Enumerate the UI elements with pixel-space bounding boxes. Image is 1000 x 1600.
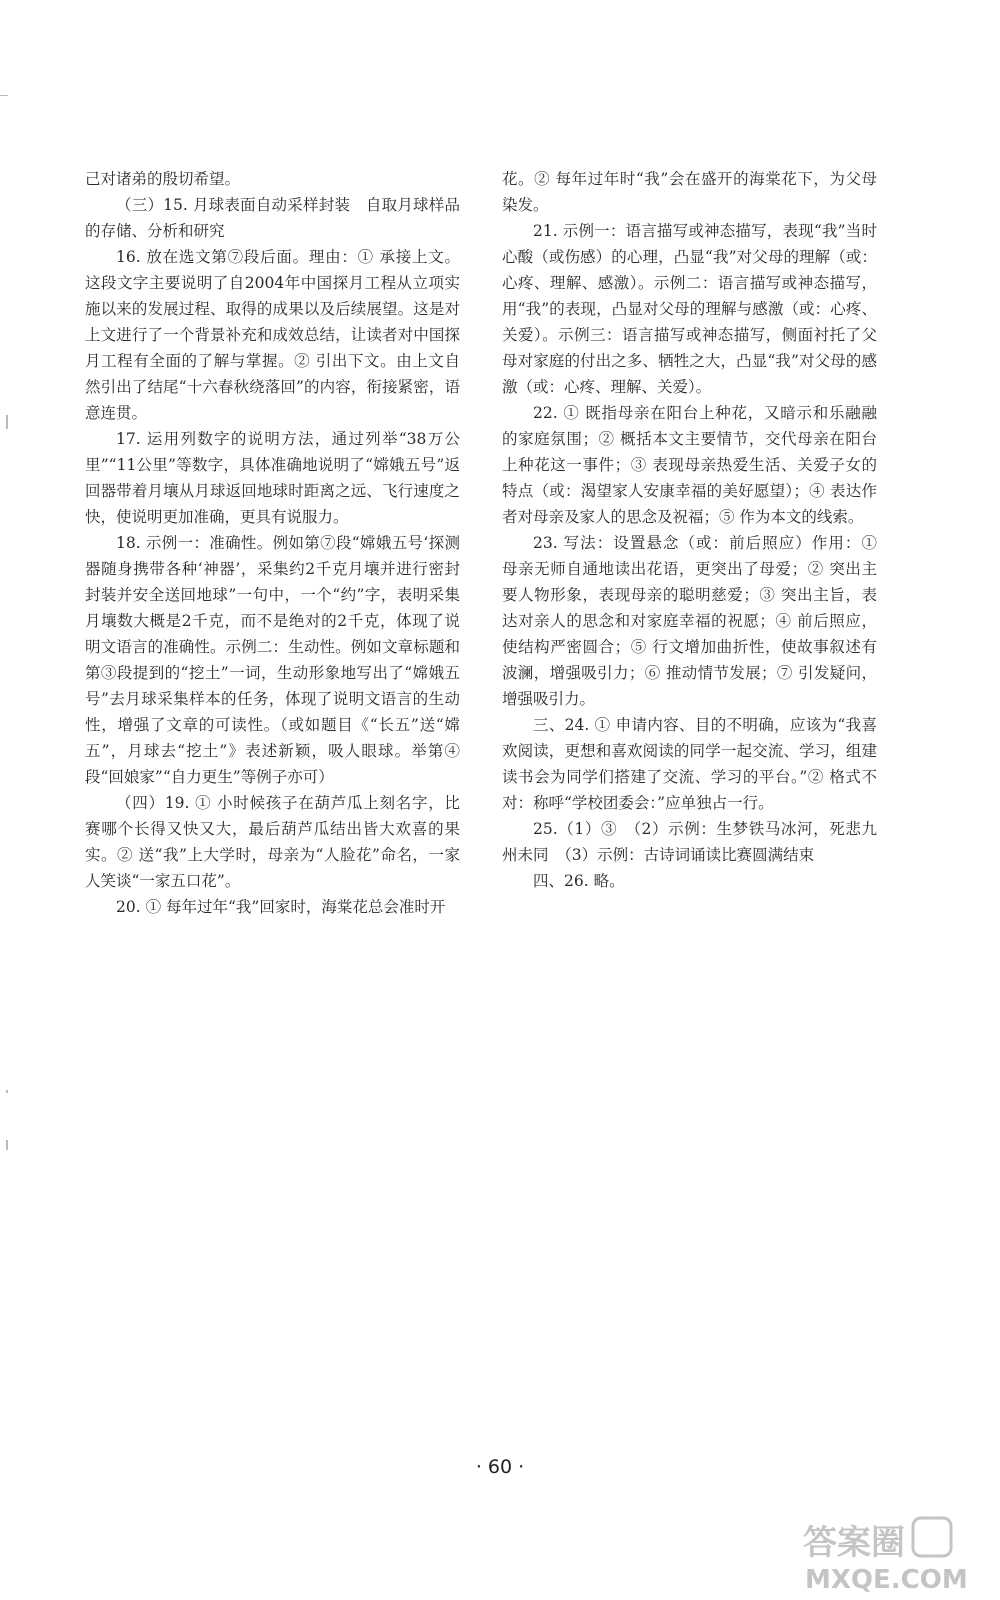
paragraph: 己对诸弟的殷切希望。 <box>85 170 241 188</box>
paragraph: 25.（1）③ （2）示例：生梦铁马冰河，死悲九州未同 （3）示例：古诗词诵读比赛圆满结束 <box>502 820 877 864</box>
paragraph: 三、24. ① 申请内容、目的不明确，应该为“我喜欢阅读，更想和喜欢阅读的同学一起交流、学习，组建读书会为同学们搭建了交流、学习的平台。”② 格式不对：称呼“学校团委会：”应单独占一行。 <box>502 716 877 812</box>
paragraph: （四）19. ① 小时候孩子在葫芦瓜上刻名字，比赛哪个长得又快又大，最后葫芦瓜结出皆大欢喜的果实。② 送“我”上大学时，母亲为“人脸花”命名，一家人笑谈“一家五口花”。 <box>85 794 460 890</box>
paragraph: 23. 写法：设置悬念（或：前后照应）作用：① 母亲无师自通地读出花语，更突出了母爱；② 突出主要人物形象，表现母亲的聪明慈爱；③ 突出主旨，表达对亲人的思念和对家庭幸福的祝愿；④ 前后照应，使结构严密圆合；⑤ 行文增加曲折性，使故事叙述有波澜，增强吸引力；⑥ 推动情节发展；⑦ 引发疑问，增强吸引力。 <box>502 534 877 708</box>
paragraph: （三）15. 月球表面自动采样封装 自取月球样品的存储、分析和研究 <box>85 196 460 240</box>
watermark-logo <box>801 1516 976 1594</box>
page-number: · 60 · <box>475 1456 525 1478</box>
paragraph: 四、26. 略。 <box>533 872 625 890</box>
paragraph: 花。② 每年过年时“我”会在盛开的海棠花下，为父母染发。 <box>502 170 877 214</box>
watermark-en: MXQE.COM <box>805 1565 968 1594</box>
scan-mark <box>6 1140 8 1150</box>
scan-mark <box>0 95 8 96</box>
paragraph: 22. ① 既指母亲在阳台上种花，又暗示和乐融融的家庭氛围；② 概括本文主要情节，交代母亲在阳台上种花这一事件；③ 表现母亲热爱生活、关爱子女的特点（或：渴望家人安康幸福的美好愿望）；④ 表达作者对母亲及家人的思念及祝福；⑤ 作为本文的线索。 <box>502 404 877 526</box>
paragraph: 20. ① 每年过年“我”回家时，海棠花总会准时开 <box>116 898 446 916</box>
paragraph: 16. 放在选文第⑦段后面。理由：① 承接上文。这段文字主要说明了自2004年中国探月工程从立项实施以来的发展过程、取得的成果以及后续展望。这是对上文进行了一个背景补充和成效总结，让读者对中国探月工程有全面的了解与掌握。② 引出下文。由上文自然引出了结尾“十六春秋绕落回”的内容，衔接紧密，语意连贯。 <box>85 248 460 422</box>
paragraph: 21. 示例一：语言描写或神态描写，表现“我”当时心酸（或伤感）的心理，凸显“我”对父母的理解（或：心疼、理解、感激）。示例二：语言描写或神态描写，用“我”的表现，凸显对父母的理解与感激（或：心疼、关爱）。示例三：语言描写或神态描写，侧面衬托了父母对家庭的付出之多、牺牲之大，凸显“我”对父母的感激（或：心疼、理解、关爱）。 <box>502 222 877 396</box>
left-column <box>85 166 460 920</box>
paragraph: 17. 运用列数字的说明方法，通过列举“38万公里”“11公里”等数字，具体准确地说明了“嫦娥五号”返回器带着月壤从月球返回地球时距离之远、飞行速度之快，使说明更加准确，更具有说服力。 <box>85 430 460 526</box>
scan-mark <box>6 415 8 429</box>
watermark-cn: 答案圈 <box>803 1523 905 1563</box>
watermark-frame <box>913 1518 951 1556</box>
paragraph: 18. 示例一：准确性。例如第⑦段“嫦娥五号‘探测器随身携带各种‘神器’，采集约2千克月壤并进行密封封装并安全送回地球”一句中，一个“约”字，表明采集月壤数大概是2千克，而不是绝对的2千克，体现了说明文语言的准确性。示例二：生动性。例如文章标题和第③段提到的“挖土”一词，生动形象地写出了“嫦娥五号”去月球采集样本的任务，体现了说明文语言的生动性，增强了文章的可读性。（或如题目《“长五”送“嫦五”，月球去“挖土”》表述新颖，吸人眼球。举第④段“回娘家”“自力更生”等例子亦可） <box>85 534 460 786</box>
scan-mark <box>6 1090 8 1093</box>
right-column <box>502 166 877 894</box>
